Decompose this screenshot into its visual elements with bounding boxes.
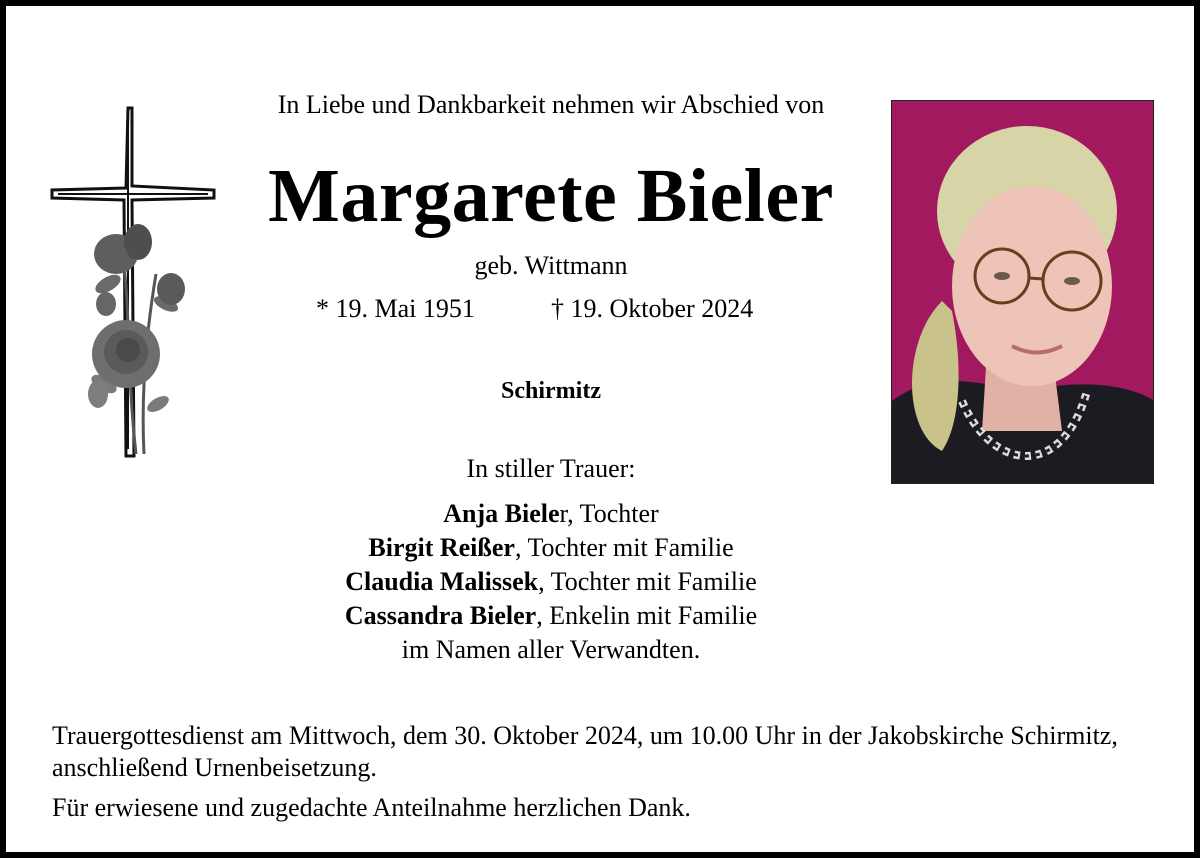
mourner-row <box>166 497 936 531</box>
place-name: Schirmitz <box>501 378 601 404</box>
portrait-illustration <box>892 101 1154 484</box>
closing-line: im Namen aller Verwandten. <box>401 635 701 664</box>
mourner-relation: r, Tochter <box>559 499 659 528</box>
mourner-relation: , Enkelin mit Familie <box>536 601 758 630</box>
mourners-list <box>166 497 936 667</box>
mourner-name: Anja Biele <box>443 499 560 528</box>
mourning-title: In stiller Trauer: <box>466 454 636 483</box>
intro-text: In Liebe und Dankbarkeit nehmen wir Abschied von <box>277 90 825 119</box>
thanks-text: Für erwiesene und zugedachte Anteilnahme herzlichen Dank. <box>52 793 691 822</box>
mourner-relation: , Tochter mit Familie <box>514 533 734 562</box>
portrait-photo <box>891 100 1154 484</box>
mourner-relation: , Tochter mit Familie <box>538 567 757 596</box>
mourner-row <box>166 565 936 599</box>
birth-date: * 19. Mai 1951 <box>316 294 475 323</box>
service-info: Trauergottesdienst am Mittwoch, dem 30. Oktober 2024, um 10.00 Uhr in der Jakobskirche Schirmitz, anschließend Urnenbeisetzung. <box>52 721 1118 782</box>
mourner-name: Claudia Malissek <box>345 567 539 596</box>
mourner-name: Cassandra Bieler <box>344 601 537 630</box>
death-date: † 19. Oktober 2024 <box>551 294 754 323</box>
mourner-row <box>166 599 936 633</box>
maiden-name: geb. Wittmann <box>474 251 628 280</box>
mourner-row <box>166 531 936 565</box>
deceased-name: Margarete Bieler <box>268 154 834 238</box>
mourner-name: Birgit Reißer <box>368 533 515 562</box>
